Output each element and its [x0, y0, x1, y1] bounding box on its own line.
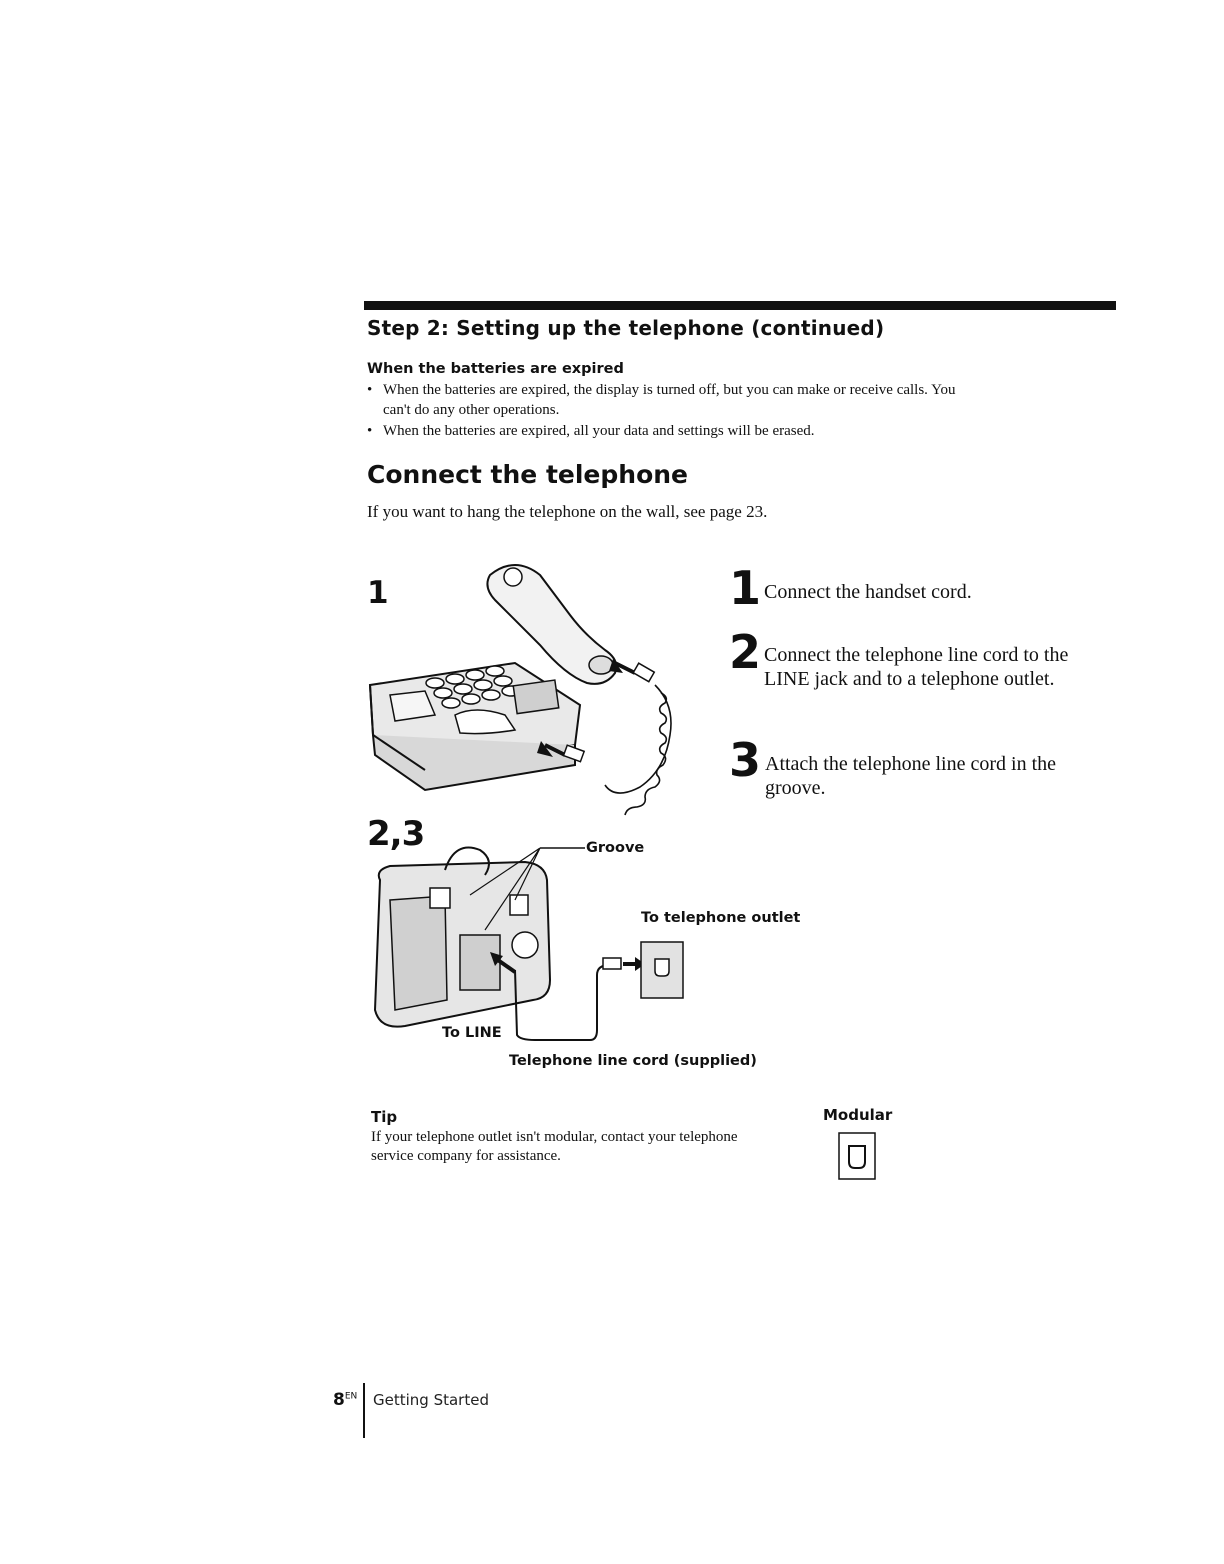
- step-1-text: Connect the handset cord.: [764, 581, 972, 603]
- telephone-back-illustration: [365, 840, 705, 1050]
- telephone-handset-illustration: [365, 555, 705, 805]
- line-jack-callout: To LINE: [442, 1025, 502, 1041]
- batteries-heading: When the batteries are expired: [367, 361, 624, 377]
- section-heading: Step 2: Setting up the telephone (continued): [367, 316, 885, 340]
- bullet-item: • When the batteries are expired, all your data and settings will be erased.: [367, 421, 967, 441]
- figure-1-label: 1: [367, 575, 389, 611]
- footer-rule: [363, 1383, 365, 1438]
- bullet-item: • When the batteries are expired, the display is turned off, but you can make or receive calls. You can't do any other operations.: [367, 380, 967, 420]
- step-1-number: 1: [729, 561, 762, 615]
- footer-section-name: Getting Started: [373, 1391, 489, 1409]
- modular-label: Modular: [823, 1106, 893, 1124]
- tip-text: If your telephone outlet isn't modular, contact your telephone service company for assistance.: [371, 1129, 738, 1164]
- step-3-text: Attach the telephone line cord in the groove.: [765, 753, 1057, 799]
- batteries-bullet-list: [367, 380, 967, 442]
- line-cord-callout: Telephone line cord (supplied): [509, 1053, 757, 1069]
- tip-heading: Tip: [371, 1108, 398, 1126]
- top-rule: [364, 301, 1116, 310]
- step-3-number: 3: [729, 733, 762, 787]
- groove-callout: Groove: [586, 840, 645, 856]
- outlet-callout: To telephone outlet: [641, 910, 801, 926]
- page-number: [333, 1390, 357, 1410]
- page-number-value: 8: [333, 1390, 345, 1410]
- modular-jack-icon: [838, 1132, 876, 1180]
- page-number-suffix: EN: [344, 1391, 358, 1402]
- connect-intro: If you want to hang the telephone on the wall, see page 23.: [367, 502, 768, 521]
- figure-2-3-label: 2,3: [367, 814, 425, 854]
- connect-heading: Connect the telephone: [367, 460, 689, 489]
- step-2-number: 2: [729, 625, 762, 679]
- step-2-text: Connect the telephone line cord to the LINE jack and to a telephone outlet.: [764, 644, 1069, 690]
